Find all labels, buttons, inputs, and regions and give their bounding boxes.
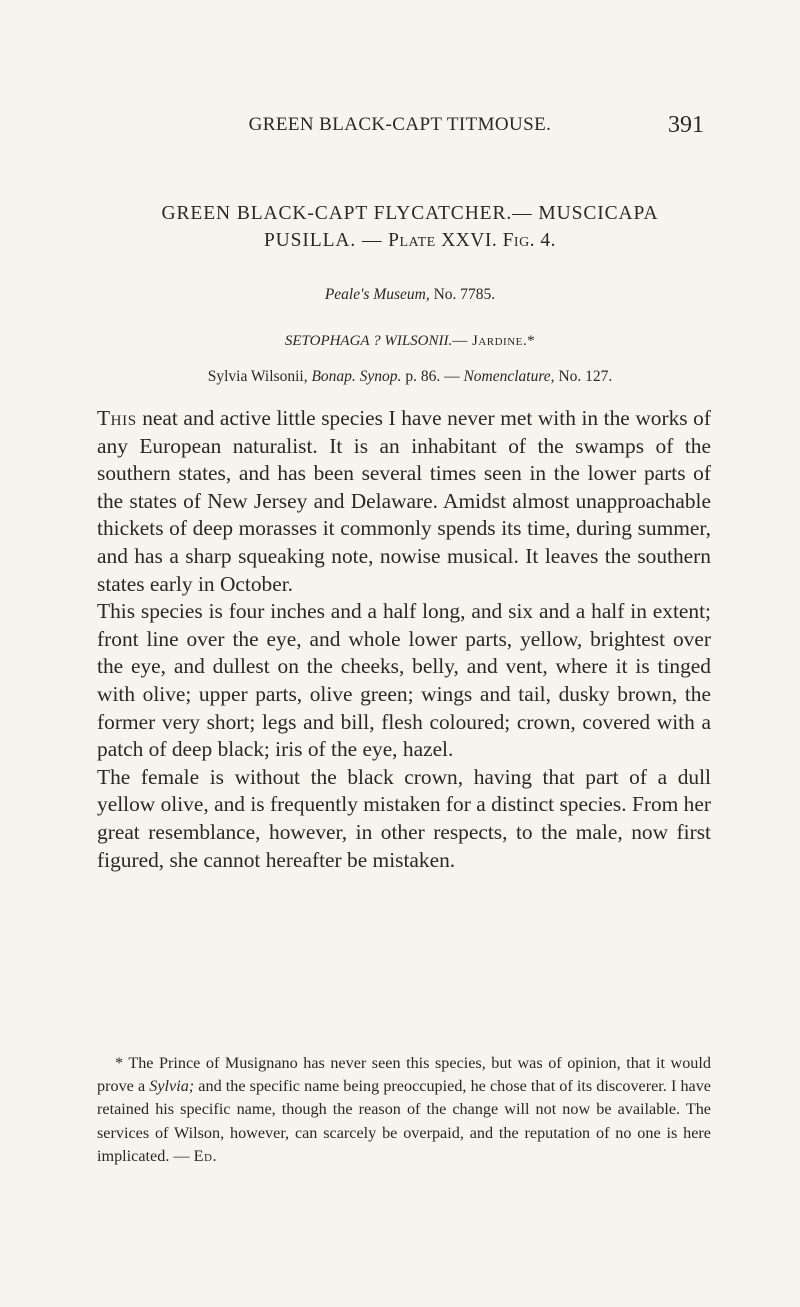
footnote-text-1: * The Prince of Musignano has never seen this species, but was of opinion, that it would prove a bbox=[97, 1054, 711, 1096]
jardine-reference bbox=[80, 333, 740, 350]
museum-number: No. 7785. bbox=[429, 286, 496, 303]
synonymy-author: Bonap. Synop. bbox=[311, 368, 402, 385]
jardine-author: — Jardine.* bbox=[452, 333, 536, 349]
running-head bbox=[0, 114, 800, 144]
running-title: GREEN BLACK-CAPT TITMOUSE. bbox=[248, 114, 552, 135]
synonymy-reference bbox=[80, 368, 740, 386]
jardine-name: SETOPHAGA ? WILSONII. bbox=[284, 333, 453, 349]
heading-species-name: PUSILLA. — bbox=[263, 230, 389, 251]
paragraph-2: This species is four inches and a half long, and six and a half in extent; front line over the eye, and whole lower parts, yellow, brightest over the eye, and dullest on the cheeks, belly, and vent, where it is tinged with olive; upper parts, olive green; wings and tail, dusky brown, the former very short; legs and bill, flesh coloured; crown, covered with a patch of deep black; iris of the eye, hazel. bbox=[97, 599, 711, 762]
footnote-text-2: and the specific name being preoccupied, he chose that of its discoverer. I have retained his specific name, though the reason of the change will not now be available. The services of Wilson, however, can scarcely be overpaid, and the reputation of no one is here implicated. — bbox=[97, 1077, 711, 1165]
footnote-editor: Ed. bbox=[193, 1146, 218, 1165]
museum-name: Peale's Museum, bbox=[324, 286, 430, 303]
synonymy-number: No. 127. bbox=[554, 368, 613, 385]
synonymy-nomenclature: Nomenclature, bbox=[463, 368, 555, 385]
paragraph-3: The female is without the black crown, having that part of a dull yellow olive, and is frequently mistaken for a distinct species. From her great resemblance, however, in other respects, to the male, now first figured, she cannot hereafter be mistaken. bbox=[97, 764, 711, 872]
synonymy-page: p. 86. — bbox=[401, 368, 464, 385]
heading-line-1: GREEN BLACK-CAPT FLYCATCHER.— MUSCICAPA bbox=[161, 203, 659, 224]
page-number: 391 bbox=[668, 112, 704, 138]
body-text bbox=[97, 405, 711, 874]
paragraph-1 bbox=[97, 405, 711, 598]
paragraph-1-first-word: This bbox=[97, 406, 137, 430]
footnote bbox=[97, 1052, 711, 1168]
heading-line-2 bbox=[80, 227, 740, 254]
footnote-sylvia: Sylvia; bbox=[149, 1077, 195, 1096]
synonymy-species: Sylvia Wilsonii, bbox=[207, 368, 312, 385]
museum-reference bbox=[80, 286, 740, 304]
paragraph-1-text: neat and active little species I have never met with in the works of any European naturalist. It is an inhabitant of the swamps of the southern states, and has been several times seen in the lower parts of the states of New Jersey and Delaware. Amidst almost unapproachable thickets of deep morasses it commonly spends its time, during summer, and has a sharp squeaking note, nowise musical. It leaves the southern states early in October. bbox=[97, 406, 711, 596]
entry-heading bbox=[80, 200, 740, 254]
plate-reference: Plate XXVI. Fig. 4. bbox=[388, 230, 557, 251]
